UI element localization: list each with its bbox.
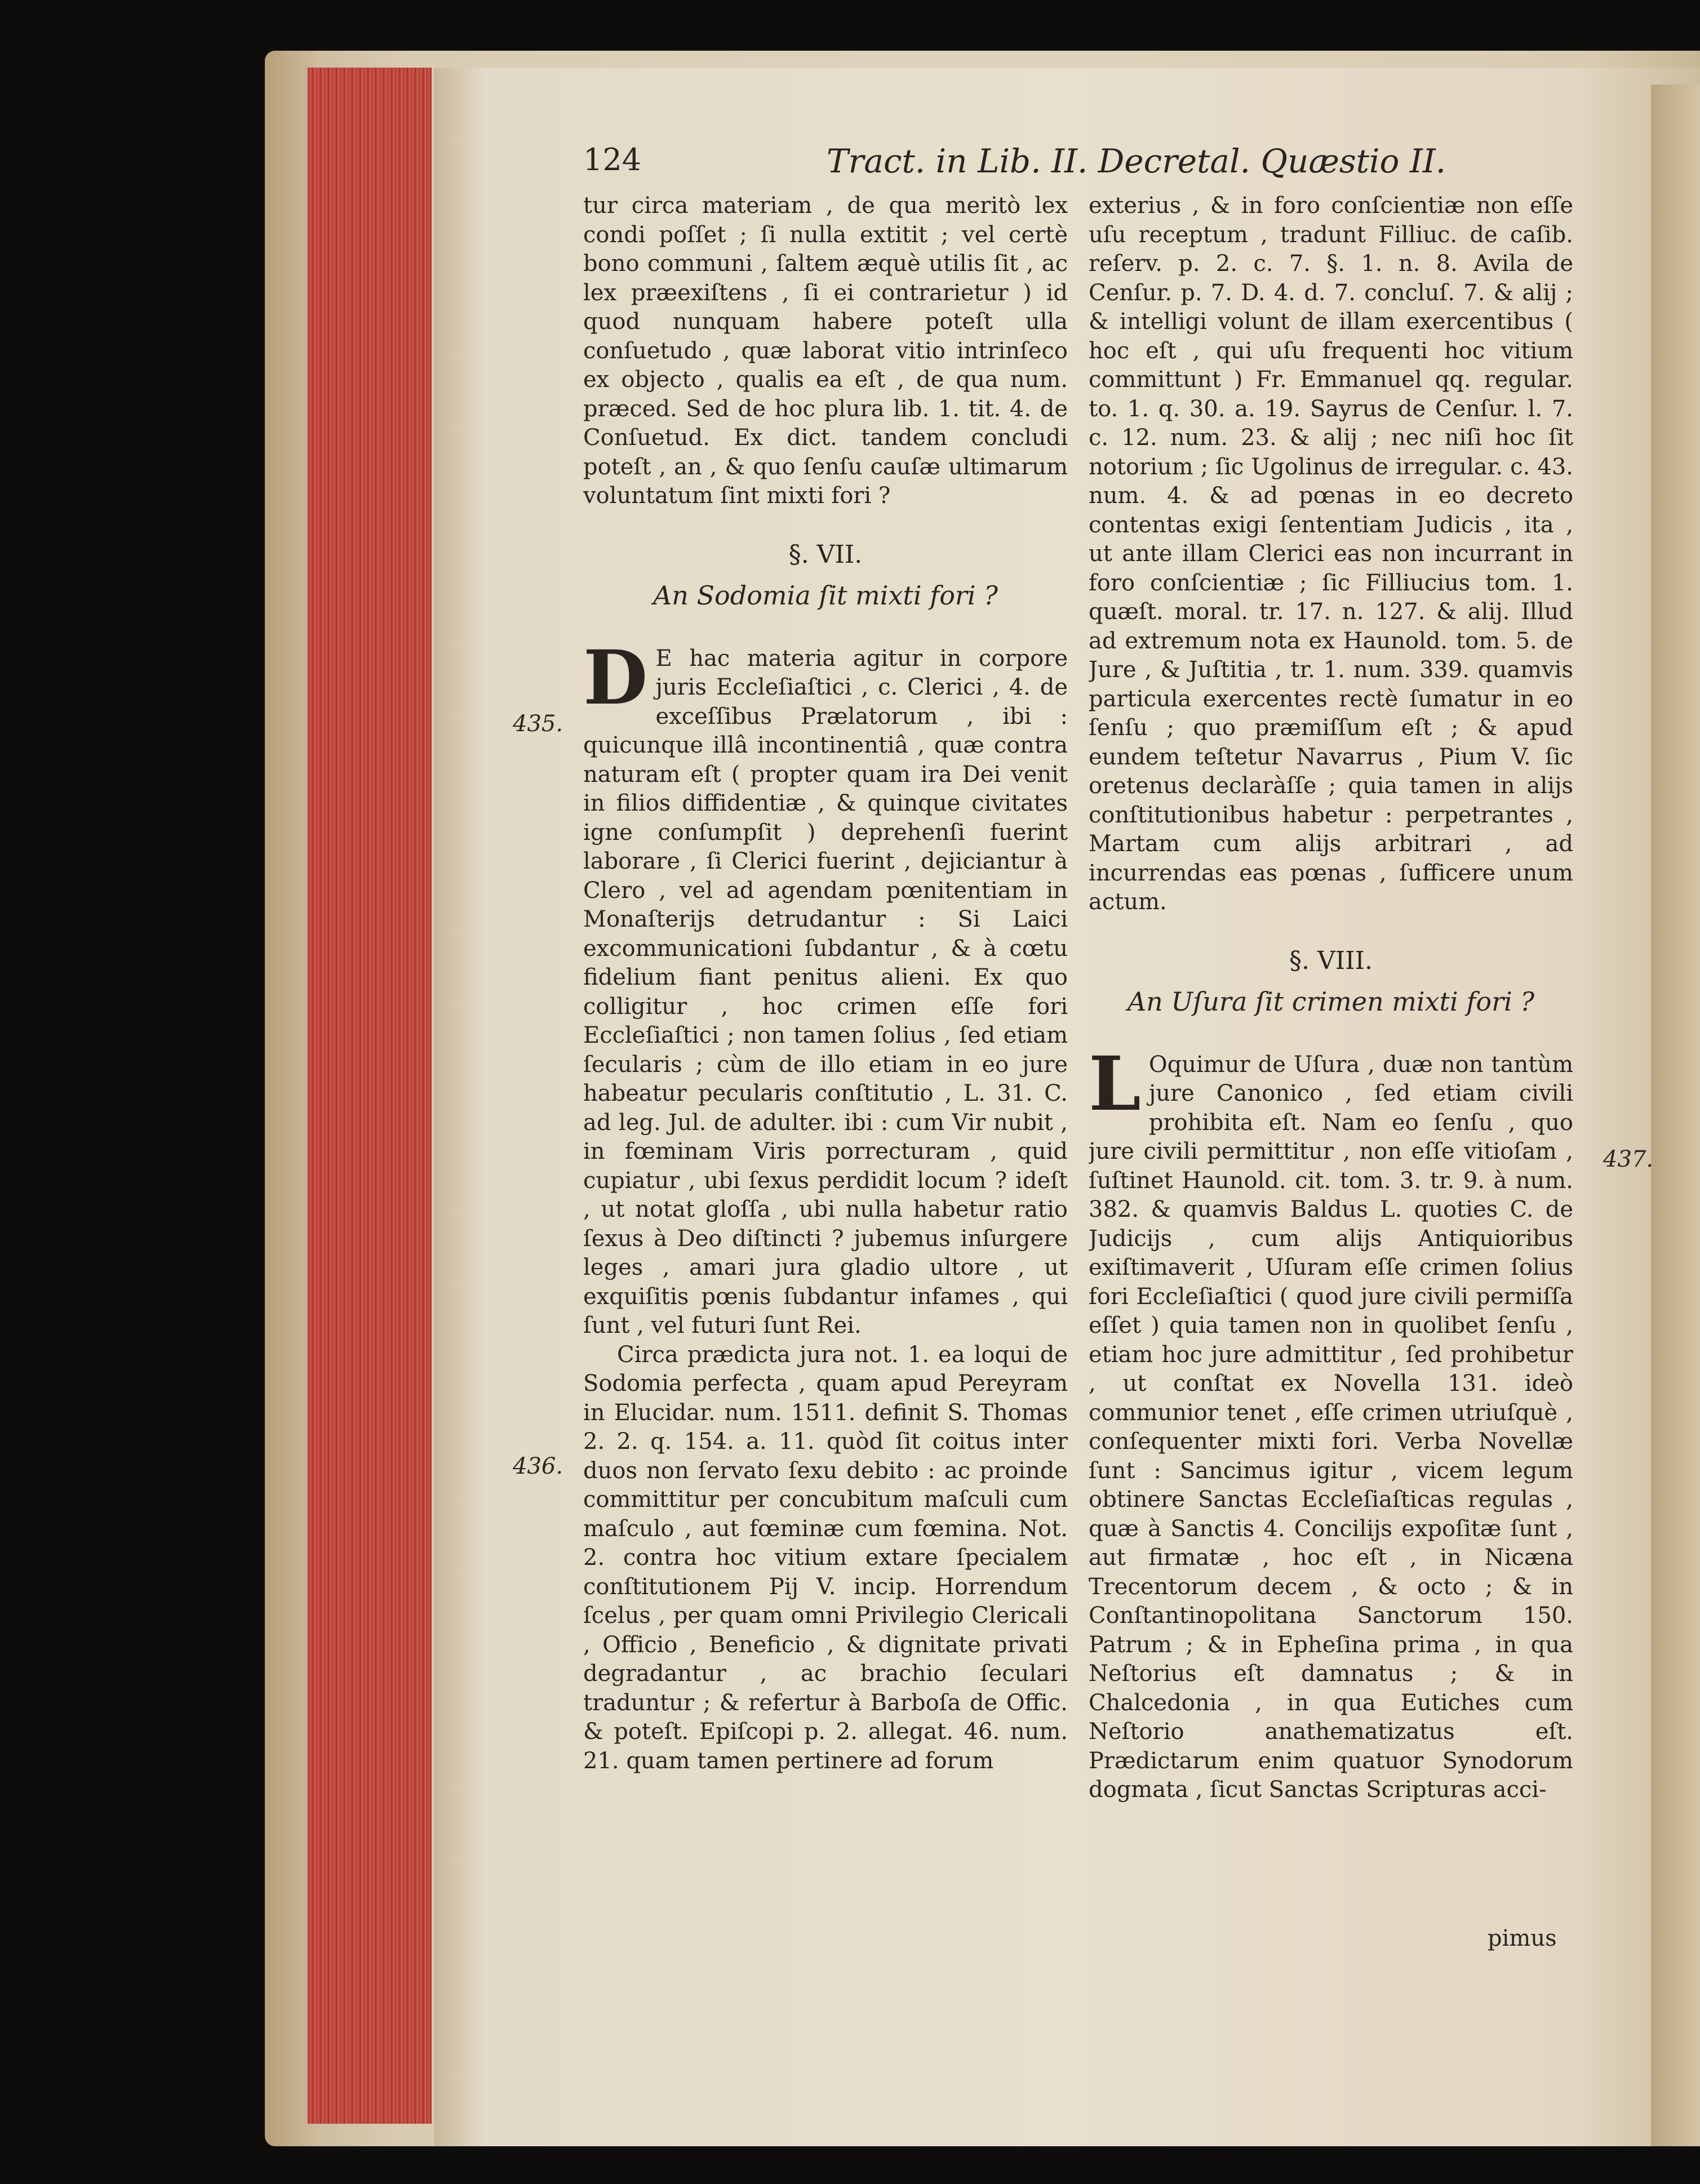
margin-number-437: 437. <box>1603 1146 1654 1172</box>
page-header <box>583 142 1575 187</box>
right-paragraph-1-text: Oquimur de Uſura , duæ non tantùm jure Canonico , ſed etiam civili prohibita eſt. Nam eo ſenſu , quo jure civili permittitur , non eſſe vitioſam , ſuſtinet Haunold. cit. tom. 3. tr. 9. à num. 382. & quamvis Baldus L. quoties C. de Judicijs , cum alijs Antiquioribus exiſtimaverit , Uſuram eſſe crimen ſolius fori Eccleſiaſtici ( quod jure civili permiſſa eſſet ) quia tamen non in quolibet ſenſu , etiam hoc jure admittitur , ſed prohibetur , ut conſtat ex Novella 131. ideò communior tenet , eſſe crimen utriuſquè , conſequenter mixti fori. Verba Novellæ ſunt : Sancimus igitur , vicem legum obtinere Sanctas Eccleſiaſticas regulas , quæ à Sanctis 4. Concilijs expoſitæ ſunt , aut firmatæ , hoc eſt , in Nicæna Trecentorum decem , & octo ; & in Conſtantinopolitana Sanctorum 150. Patrum ; & in Epheſina prima , in qua Neſtorius eſt damnatus ; & in Chalcedonia , in qua Eutiches cum Neſtorio anathematizatus eſt. Prædictarum enim quatuor Synodorum dogmata , ſicut Sanctas Scripturas acci- <box>1089 1051 1573 1803</box>
drop-cap-d: D <box>583 634 648 722</box>
left-column <box>583 192 1068 1977</box>
margin-number-435: 435. <box>513 711 563 737</box>
left-intro-text: tur circa materiam , de qua meritò lex condi poſſet ; ſi nulla extitit ; vel certè bono communi , ſaltem æquè utilis ſit , ac lex præexiſtens , ſi ei contrarietur ) id quod nunquam habere poteſt ulla conſuetudo , quæ laborat vitio intrinſeco ex objecto , qualis ea eſt , de qua num. præced. Sed de hoc plura lib. 1. tit. 4. de Conſuetud. Ex dict. tandem concludi poteſt , an , & quo ſenſu cauſæ ultimarum voluntatum ſint mixti fori ? <box>583 193 1068 509</box>
right-paragraph-1 <box>1089 1040 1573 1805</box>
section-title-viii: An Uſura ſit crimen mixti fori ? <box>1127 986 1535 1017</box>
right-intro-text: exterius , & in foro conſcientiæ non eſſe uſu receptum , tradunt Filliuc. de caſib. reſerv. p. 2. c. 7. §. 1. n. 8. Avila de Cenſur. p. 7. D. 4. d. 7. concluſ. 7. & alij ; & intelligi volunt de illam exercentibus ( hoc eſt , qui uſu frequenti hoc vitium committunt ) Fr. Emmanuel qq. regular. to. 1. q. 30. a. 19. Sayrus de Cenſur. l. 7. c. 12. num. 23. & alij ; nec niſi hoc ſit notorium ; ſic Ugolinus de irregular. c. 43. num. 4. & ad pœnas in eo decreto contentas exigi ſententiam Judicis , ita , ut ante illam Clerici eas non incurrant in foro conſcientiæ ; ſic Filliucius tom. 1. quæſt. moral. tr. 17. n. 127. & alij. Illud ad extremum nota ex Haunold. tom. 5. de Jure , & Juſtitia , tr. 1. num. 339. quamvis particula exercentes rectè ſumatur in eo ſenſu ; quo præmiſſum eſt ; & apud eundem teſtetur Navarrus , Pium V. ſic oretenus declaràſſe ; quia tamen in alijs conſtitutionibus habetur : perpetrantes , Martam cum alijs arbitrari , ad incurrendas eas pœnas , ſufficere unum actum. <box>1089 193 1573 915</box>
left-paragraph-1 <box>583 634 1068 1341</box>
left-paragraph-2: Circa prædicta jura not. 1. ea loqui de Sodomia perfecta , quam apud Pereyram in Elucidar. num. 1511. definit S. Thomas 2. 2. q. 154. a. 11. quòd ſit coitus inter duos non ſervato ſexu debito : ac proinde committitur per concubitum maſculi cum maſculo , aut fœminæ cum fœmina. Not. 2. contra hoc vitium extare ſpecialem conſtitutionem Pij V. incip. Horrendum ſcelus , per quam omni Privilegio Clericali , Officio , Beneficio , & dignitate privati degradantur , ac brachio ſeculari traduntur ; & refertur à Barboſa de Offic. & poteſt. Epiſcopi p. 2. allegat. 46. num. 21. quam tamen pertinere ad forum <box>583 1341 1068 1774</box>
page-number: 124 <box>583 142 642 177</box>
facing-page-edge <box>1651 84 1700 2146</box>
right-column <box>1089 192 1573 1977</box>
page-edges <box>304 68 432 2124</box>
running-title: Tract. in Lib. II. Decretal. Quæstio II. <box>827 142 1446 180</box>
margin-number-436: 436. <box>513 1453 563 1479</box>
drop-cap-l: L <box>1089 1040 1141 1128</box>
section-heading-viii: §. VIII. <box>1289 946 1373 975</box>
section-heading-vii: §. VII. <box>788 540 863 569</box>
left-paragraph-1-text: E hac materia agitur in corpore juris Eccleſiaſtici , c. Clerici , 4. de exceſſibus Prælatorum , ibi : quicunque illâ incontinentiâ , quæ contra naturam eſt ( propter quam ira Dei venit in filios diffidentiæ , & quinque civitates igne conſumpſit ) deprehenſi fuerint laborare , ſi Clerici fuerint , dejiciantur à Clero , vel ad agendam pœnitentiam in Monaſterijs detrudantur : Si Laici excommunicationi ſubdantur , & à cœtu fidelium fiant penitus alieni. Ex quo colligitur , hoc crimen eſſe fori Eccleſiaſtici ; non tamen ſolius , ſed etiam ſecularis ; cùm de illo etiam in eo jure habeatur pecularis conſtitutio , L. 31. C. ad leg. Jul. de adulter. ibi : cum Vir nubit , in fœminam Viris porrecturam , quid cupiatur , ubi ſexus perdidit locum ? ideſt , ut notat gloſſa , ubi nulla habetur ratio ſexus à Deo diſtincti ? jubemus inſurgere leges , amari jura gladio ultore , ut exquiſitis pœnis ſubdantur infames , qui ſunt , vel futuri ſunt Rei. <box>583 645 1068 1338</box>
catchword: pimus <box>1488 1925 1557 1951</box>
section-title-vii: An Sodomia ſit mixti fori ? <box>653 580 998 611</box>
